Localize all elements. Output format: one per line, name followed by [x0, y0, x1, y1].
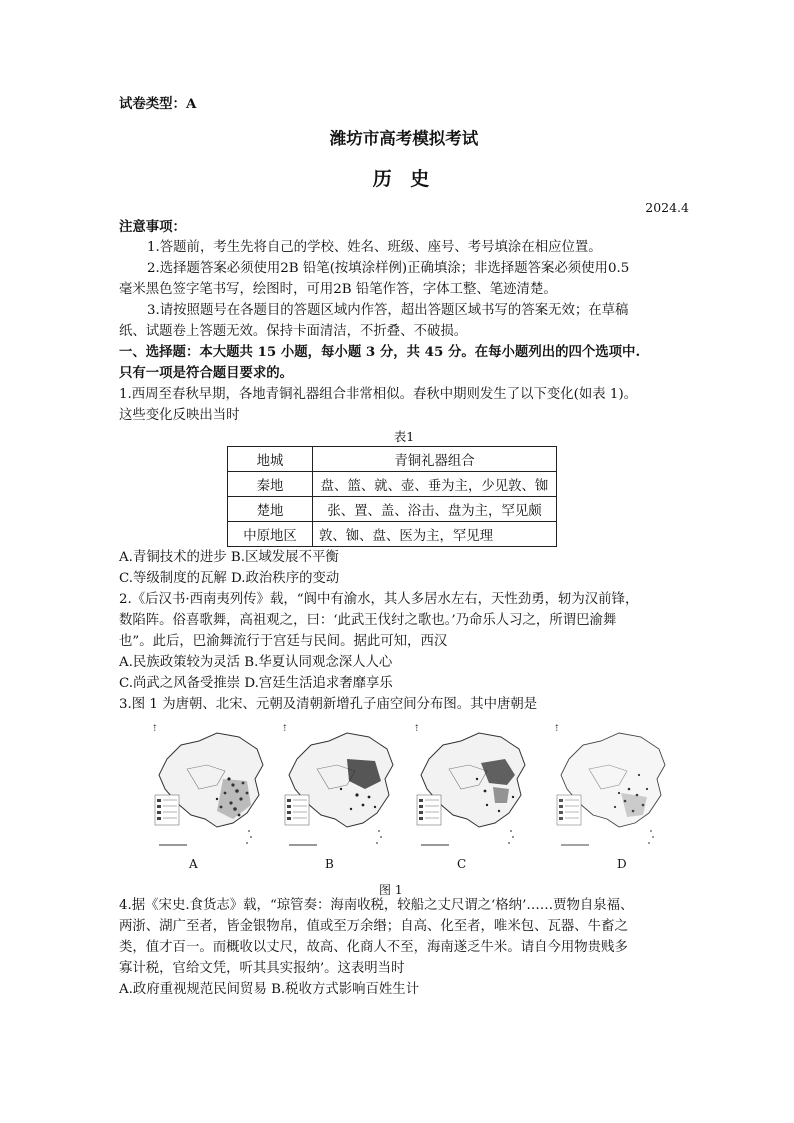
- exam-page: [119, 94, 689, 1000]
- q1-stem-line-1: 1.西周至春秋早期，各地青铜礼器组合非常相似。春秋中期则发生了以下变化(如表 1)。: [119, 387, 638, 402]
- china-map-c-image: [409, 719, 531, 855]
- section-heading-line-2: 只有一项是符合题目要求的。: [119, 365, 294, 381]
- map-label-b: B: [325, 857, 334, 871]
- map-panel-b: [277, 719, 399, 855]
- q3-stem: 3.图 1 为唐朝、北宋、元朝及清朝新增孔子庙空间分布图。其中唐朝是: [119, 697, 538, 712]
- map-panel-d: [549, 719, 671, 855]
- q4-stem-line-1: 4.据《宋史.食货志》载，“琼管奏：海南收税，较船之丈尺谓之‘格纳’……贾物自泉福、: [119, 898, 634, 913]
- notice-item-1: 1.答题前，考生先将自己的学校、姓名、班级、座号、考号填涂在相应位置。: [147, 240, 602, 255]
- svg-text:⇡: ⇡: [281, 724, 289, 734]
- q2-options-line-1: A.民族政策较为灵活 B.华夏认同观念深人人心: [119, 655, 393, 670]
- section-heading-line-1: 一、选择题：本大题共 15 小题，每小题 3 分，共 45 分。在每小题列出的四个选项中.: [119, 344, 641, 360]
- bronze-ware-table: [227, 446, 557, 547]
- table-row: [228, 522, 557, 547]
- q1-options-line-2: C.等级制度的瓦解 D.政治秩序的变动: [119, 571, 340, 586]
- notice-item-2-line-2: 毫米黑色签字笔书写，绘图时，可用2B 铅笔作答，字体工整、笔迹清楚。: [119, 282, 557, 297]
- table-header-region: 地城: [228, 447, 313, 472]
- table-cell-combo: 敦、铷、盘、医为主，罕见理: [313, 522, 557, 547]
- notice-item-3-line-2: 纸、试题卷上答题无效。保持卡面清洁，不折叠、不破损。: [119, 324, 468, 339]
- table-header-combo: 青铜礼器组合: [313, 447, 557, 472]
- notice-heading: 注意事项：: [119, 219, 186, 235]
- table-caption: 表1: [393, 429, 415, 444]
- notice-item-3-line-1: 3.请按照题号在各题目的答题区域内作答，超出答题区域书写的答案无效；在草稿: [147, 303, 629, 318]
- table-row: [228, 497, 557, 522]
- map-label-d: D: [617, 857, 627, 871]
- china-map-b-image: [277, 719, 399, 855]
- q1-stem-line-2: 这些变化反映出当时: [119, 408, 240, 423]
- table-cell-combo: 张、置、盖、浴击、盘为主，罕见颇: [313, 497, 557, 522]
- svg-text:⇡: ⇡: [553, 724, 561, 734]
- q2-stem-line-2: 数陷阵。俗喜歌舞，高祖观之，曰：‘此武王伐纣之歌也。’乃命乐人习之，所谓巴渝舞: [119, 613, 617, 628]
- map-label-a: A: [189, 857, 198, 871]
- figure-1-maps: [119, 719, 689, 895]
- q1-options-line-1: A.青铜技术的进步 B.区域发展不平衡: [119, 550, 339, 565]
- paper-type: 试卷类型：A: [119, 96, 197, 112]
- svg-text:⇡: ⇡: [151, 724, 159, 734]
- table-cell-region: 中原地区: [228, 522, 313, 547]
- map-label-c: C: [457, 857, 467, 871]
- q4-options-line-1: A.政府重视规范民间贸易 B.税收方式影响百姓生计: [119, 982, 420, 997]
- q2-stem-line-1: 2.《后汉书·西南夷列传》载，“阆中有渝水，其人多居水左右，天性劲勇，轫为汉前锋，: [119, 592, 639, 607]
- q2-options-line-2: C.尚武之风备受推崇 D.宫廷生活追求奢靡享乐: [119, 676, 393, 691]
- china-map-d-image: [549, 719, 671, 855]
- q4-stem-line-2: 两浙、湖广至者，皆金银物帛，值或至万余缗；自高、化至者，唯米包、瓦器、牛畜之: [119, 919, 628, 934]
- map-panel-c: [409, 719, 531, 855]
- q4-stem-line-3: 类，值才百一。而概收以丈尺，故高、化商人不至，海南遂乏牛米。请自今用物贵贱多: [119, 940, 628, 955]
- map-panel-a: [147, 719, 269, 855]
- table-cell-region: 秦地: [228, 472, 313, 497]
- exam-title: 潍坊市高考模拟考试: [329, 129, 479, 148]
- notice-item-2-line-1: 2.选择题答案必须使用2B 铅笔(按填涂样例)正确填涂；非选择题答案必须使用0.5: [147, 261, 630, 276]
- exam-date: 2024.4: [645, 200, 689, 215]
- svg-text:⇡: ⇡: [413, 724, 421, 734]
- table-row: [228, 472, 557, 497]
- china-map-a-image: [147, 719, 269, 855]
- table-cell-combo: 盘、篮、就、壶、垂为主，少见敦、铷: [313, 472, 557, 497]
- q2-stem-line-3: 也”。此后，巴渝舞流行于宫廷与民间。据此可知，西汉: [119, 634, 448, 649]
- table-cell-region: 楚地: [228, 497, 313, 522]
- figure-caption: 图 1: [379, 883, 403, 897]
- subject-title: 历 史: [372, 168, 436, 190]
- q4-stem-line-4: 寡计税，官给文凭，听其具实报纳’。这表明当时: [119, 961, 405, 976]
- table-header-row: [228, 447, 557, 472]
